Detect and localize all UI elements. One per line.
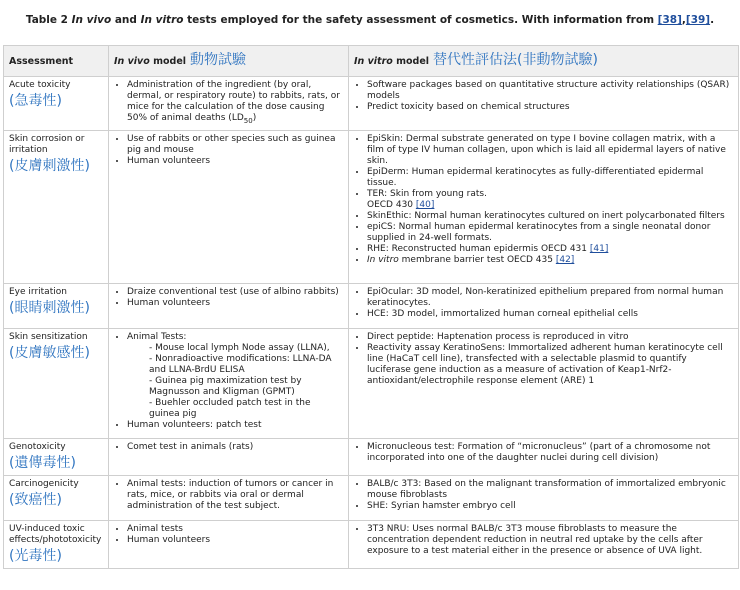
assessment-cell — [4, 284, 109, 329]
header-in-vitro-rest: model — [392, 56, 430, 67]
assessment-zh: (眼睛刺激性) — [9, 300, 90, 316]
safety-tests-table — [3, 45, 739, 569]
caption-and: and — [111, 14, 141, 26]
caption-ref-38[interactable]: [38] — [657, 14, 682, 26]
list-item — [127, 80, 343, 127]
assessment-name: Eye irritation — [9, 287, 67, 297]
assessment-cell — [4, 77, 109, 131]
assessment-name: Carcinogenicity — [9, 479, 79, 489]
list-item: • Comet test in animals (rats) — [127, 442, 343, 453]
list-item: • Animal tests: induction of tumors or cancer in rats, mice, or rabbits via oral or dermal administration of the test subject. — [127, 479, 343, 512]
list-item: • 3T3 NRU: Uses normal BALB/c 3T3 mouse fibroblasts to measure the concentration dependent reduction in neutral red uptake by the cells after exposure to a test material either in the presence or absence of UVA light. — [367, 524, 733, 557]
list-item: • EpiSkin: Dermal substrate generated on type I bovine collagen matrix, with a film of type IV human collagen, upon which is laid all epidermal layers of native skin. — [367, 134, 733, 167]
sub-list-item: - Mouse local lymph Node assay (LLNA), — [149, 343, 343, 354]
header-in-vitro-zh: 替代性評估法(非動物試驗) — [433, 52, 598, 68]
list-item: • EpiOcular: 3D model, Non-keratinized epithelium prepared from normal human keratinocytes. — [367, 287, 733, 309]
list-item: • Human volunteers: patch test — [127, 420, 343, 431]
list-item-text: Animal Tests: — [127, 332, 187, 342]
in-vitro-cell — [349, 521, 739, 569]
in-vivo-cell — [109, 131, 349, 284]
table-caption — [0, 14, 740, 26]
list-item: • Direct peptide: Haptenation process is reproduced in vitro — [367, 332, 733, 343]
assessment-cell — [4, 329, 109, 439]
ld50-subscript: 50 — [243, 116, 253, 125]
header-assessment-label: Assessment — [9, 55, 74, 67]
caption-ref-39[interactable]: [39] — [685, 14, 711, 26]
list-item — [367, 255, 733, 266]
assessment-cell — [4, 521, 109, 569]
list-item: • Use of rabbits or other species such as guinea pig and mouse — [127, 134, 343, 156]
caption-text: tests employed for the safety assessment of cosmetics. With information from — [183, 14, 658, 26]
in-vitro-cell — [349, 329, 739, 439]
assessment-zh: (致癌性) — [9, 492, 62, 508]
caption-in-vivo: In vivo — [71, 14, 112, 26]
in-vitro-cell — [349, 77, 739, 131]
list-item-text: Administration of the ingredient (by oral, dermal, or respiratory route) to rabbits, rats, or mice for the calculation of the dose causing 50% of animal deaths (LD — [127, 80, 340, 123]
caption-comma: , — [681, 14, 686, 26]
list-item: • Human volunteers — [127, 298, 343, 309]
in-vitro-cell — [349, 131, 739, 284]
list-item: • Software packages based on quantitative structure activity relationships (QSAR) models — [367, 80, 733, 102]
in-vivo-cell — [109, 329, 349, 439]
list-item: • Animal tests — [127, 524, 343, 535]
assessment-name: Genotoxicity — [9, 442, 66, 452]
header-in-vivo — [109, 46, 349, 77]
caption-in-vitro: In vitro — [140, 14, 184, 26]
assessment-name: Skin sensitization — [9, 332, 88, 342]
header-in-vitro-italic: In vitro — [354, 56, 393, 67]
oecd-430-text: OECD 430 — [367, 200, 416, 210]
assessment-zh: (遺傳毒性) — [9, 455, 76, 471]
assessment-cell — [4, 131, 109, 284]
in-vitro-cell — [349, 284, 739, 329]
header-in-vivo-italic: In vivo — [114, 56, 150, 67]
list-item: • EpiDerm: Human epidermal keratinocytes as fully-differentiated epidermal tissue. — [367, 167, 733, 189]
list-item: • Draize conventional test (use of albino rabbits) — [127, 287, 343, 298]
table-row — [4, 77, 739, 131]
list-item-text: TER: Skin from young rats. — [367, 189, 487, 199]
caption-prefix: Table 2 — [25, 14, 72, 26]
assessment-name: Skin corrosion or irritation — [9, 134, 85, 155]
table-row — [4, 284, 739, 329]
in-vivo-cell — [109, 439, 349, 476]
in-vivo-cell — [109, 476, 349, 521]
assessment-name: Acute toxicity — [9, 80, 71, 90]
list-item: • HCE: 3D model, immortalized human corneal epithelial cells — [367, 309, 733, 320]
list-item: • SkinEthic: Normal human keratinocytes cultured on inert polycarbonated filters — [367, 211, 733, 222]
assessment-cell — [4, 476, 109, 521]
table-row — [4, 329, 739, 439]
list-item: • Reactivity assay KeratinoSens: Immortalized adherent human keratinocyte cell line (HaCaT cell line), transfected with a selectable plasmid to quantify luciferase gene induction as a measure of activation of Keap1-Nrf2-antioxidant/electrophile response element (ARE) 1 — [367, 343, 733, 387]
header-assessment — [4, 46, 109, 77]
assessment-zh: (光毒性) — [9, 548, 62, 564]
header-in-vivo-zh: 動物試驗 — [190, 52, 247, 68]
in-vitro-cell — [349, 439, 739, 476]
table-header-row — [4, 46, 739, 77]
list-item: • SHE: Syrian hamster embryo cell — [367, 501, 733, 512]
list-item — [367, 189, 733, 211]
list-item: • epiCS: Normal human epidermal keratinocytes from a single neonatal donor supplied in 24-well formats. — [367, 222, 733, 244]
sub-list-item: - Nonradioactive modifications: LLNA-DA and LLNA-BrdU ELISA — [149, 354, 343, 376]
assessment-zh: (急毒性) — [9, 93, 62, 109]
ref-40-link[interactable]: [40] — [415, 200, 435, 210]
table-row — [4, 131, 739, 284]
table-row — [4, 439, 739, 476]
in-vivo-cell — [109, 284, 349, 329]
header-in-vivo-rest: model — [149, 56, 187, 67]
list-item — [367, 244, 733, 255]
assessment-zh: (皮膚敏感性) — [9, 345, 90, 361]
in-vivo-cell — [109, 77, 349, 131]
list-item: • Predict toxicity based on chemical structures — [367, 102, 733, 113]
ref-41-link[interactable]: [41] — [589, 244, 609, 254]
assessment-name: UV-induced toxic effects/phototoxicity — [9, 524, 102, 545]
list-item-end: ) — [252, 113, 257, 123]
table-row — [4, 521, 739, 569]
list-item: • BALB/c 3T3: Based on the malignant transformation of immortalized embryonic mouse fibroblasts — [367, 479, 733, 501]
sub-list-item: - Buehler occluded patch test in the guinea pig — [149, 398, 343, 420]
in-vitro-italic: In vitro — [367, 255, 399, 265]
assessment-cell — [4, 439, 109, 476]
list-item: • Micronucleous test: Formation of “micronucleus” (part of a chromosome not incorporated into one of the daughter nuclei during cell division) — [367, 442, 733, 464]
table-row — [4, 476, 739, 521]
list-item: • Human volunteers — [127, 156, 343, 167]
ref-42-link[interactable]: [42] — [555, 255, 575, 265]
in-vivo-cell — [109, 521, 349, 569]
list-item: • Human volunteers — [127, 535, 343, 546]
list-item-text: RHE: Reconstructed human epidermis OECD 431 — [367, 244, 590, 254]
in-vitro-cell — [349, 476, 739, 521]
header-in-vitro — [349, 46, 739, 77]
list-item-text: membrane barrier test OECD 435 — [398, 255, 556, 265]
sub-list-item: - Guinea pig maximization test by Magnusson and Kligman (GPMT) — [149, 376, 343, 398]
list-item — [127, 332, 343, 420]
caption-end: . — [710, 14, 715, 26]
assessment-zh: (皮膚刺激性) — [9, 158, 90, 174]
